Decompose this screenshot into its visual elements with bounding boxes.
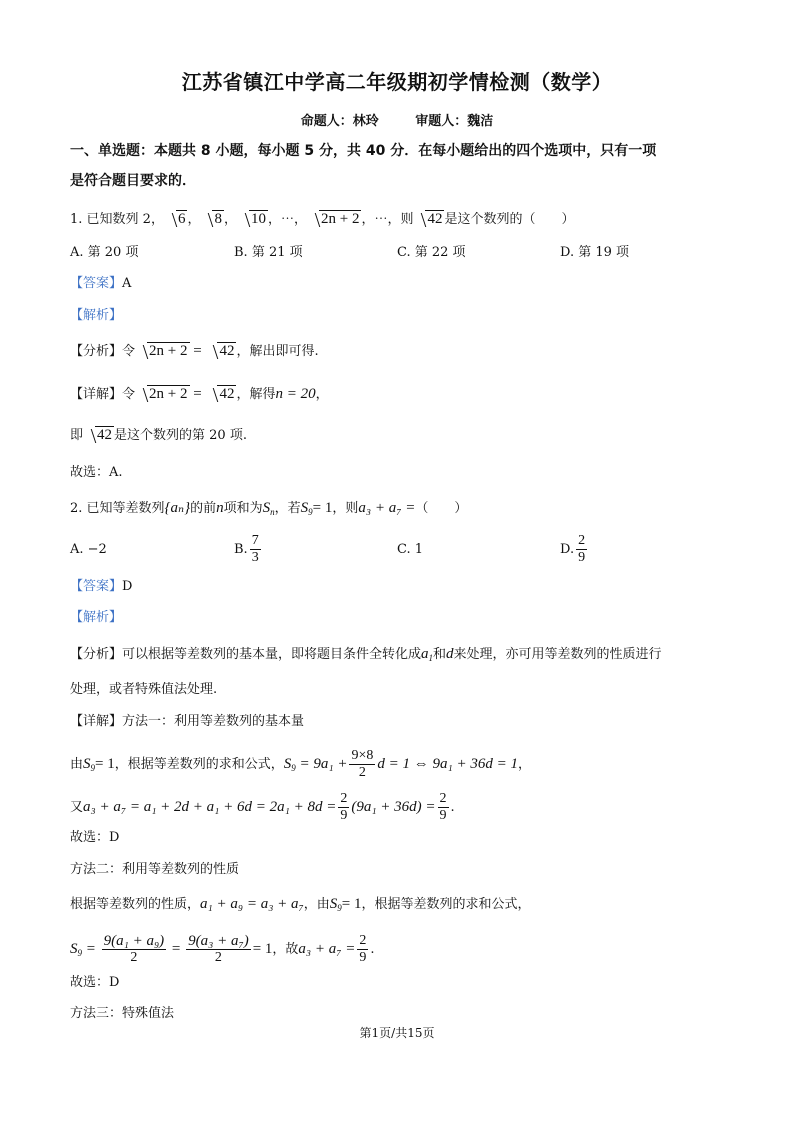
q2-eq1: 由$S_9= 1$，根据等差数列的求和公式，$S_9 = 9a_1$ + $\frac{9\times 8}{2}$ d = 1 ⇔ 9a₁ + 36d = 1， bbox=[70, 748, 531, 780]
q1-sep2: ， bbox=[223, 212, 237, 227]
q2-fenxi-line1: 【分析】可以根据等差数列的基本量，即将题目条件全转化成$a_1$和d来处理，亦可用等差数列的性质进行 bbox=[70, 646, 662, 663]
q1-suffix: 是这个数列的（ ） bbox=[444, 212, 575, 227]
q1-ellipsis2: ，⋯，则 bbox=[361, 212, 414, 227]
fraction: $\frac{\text{9(a₃ + a₇)}}{2}$ bbox=[188, 933, 249, 965]
s-9: $S_9$ bbox=[300, 500, 313, 517]
page-footer: 第1页/共15页 bbox=[359, 1026, 435, 1040]
s-9: $S_9$ = bbox=[70, 941, 100, 958]
q1-fenxi: 【分析】令 2n + 2 = 42 ，解出即可得. bbox=[70, 343, 319, 359]
authors-line bbox=[0, 110, 794, 129]
q2-m2-eq: $S_9$ = $\frac{\text{9(a₁ + a₉)}}{2}$ = $\frac{\text{9(a₃ + a₇)}}{2}$ = 1，故a₃ + a₇ = $\frac{2}{9}$ . bbox=[70, 933, 375, 965]
q2-choose1: 故选：D bbox=[70, 830, 120, 845]
q2-option-a: A. −2 bbox=[70, 542, 107, 557]
equals-sign: = bbox=[189, 343, 206, 359]
q1-option-d: D. 第 19 项 bbox=[560, 245, 630, 260]
q2-detail-method1: 【详解】方法一：利用等差数列的基本量 bbox=[70, 714, 305, 729]
q2-analysis-tag: 【解析】 bbox=[70, 610, 123, 625]
fraction: $\frac{\text{9(a₁ + a₉)}}{2}$ bbox=[103, 933, 165, 965]
q2-fenxi-line2: 处理，或者特殊值法处理. bbox=[70, 682, 218, 697]
fraction: $\frac{9\times 8}{2}$ bbox=[351, 748, 374, 780]
section-heading-line1: 一、单选题：本题共 8 小题，每小题 5 分，共 40 分．在每小题给出的四个选项中，只有一项 bbox=[70, 143, 657, 159]
q1-analysis-tag: 【解析】 bbox=[70, 308, 123, 323]
s-9: $S_9$ bbox=[283, 756, 296, 773]
q1-conclusion: 即 42 是这个数列的第 20 项. bbox=[70, 427, 247, 443]
q2-eq2: 又a₃ + a₇ = a₁ + 2d + a₁ + 6d = 2a₁ + 8d = $\frac{2}{9}$ (9a₁ + 36d) = $\frac{2}{9}$ . bbox=[70, 791, 455, 823]
fraction: $\frac{2}{9}$ bbox=[578, 533, 586, 565]
s-9: $S_9$ bbox=[329, 896, 342, 913]
q1-ellipsis: ，⋯， bbox=[267, 212, 307, 227]
q2-method3: 方法三：特殊值法 bbox=[70, 1006, 175, 1021]
q1-option-c: C. 第 22 项 bbox=[397, 245, 466, 260]
sqrt-2n2: 2n + 2 bbox=[309, 210, 361, 229]
q2-answer: 【答案】D bbox=[70, 579, 133, 594]
section-heading-line2: 是符合题目要求的． bbox=[70, 173, 196, 189]
equals-sign: = bbox=[168, 941, 185, 957]
sqrt-42: 42 bbox=[207, 342, 236, 361]
equals-sign: = bbox=[189, 386, 206, 402]
q1-answer: 【答案】A bbox=[70, 276, 132, 291]
fraction: $\frac{7}{3}$ bbox=[251, 533, 259, 565]
sqrt-6: 6 bbox=[166, 210, 188, 229]
sqrt-42: 42 bbox=[207, 385, 236, 404]
q1-choose: 故选：A. bbox=[70, 465, 123, 480]
q2-option-c: C. 1 bbox=[397, 542, 424, 557]
s-9: $S_9$ bbox=[83, 756, 96, 773]
page-title: 江苏省镇江中学高二年级期初学情检测（数学） bbox=[181, 70, 613, 94]
q1-prefix: 1. 已知数列 2， bbox=[70, 212, 164, 227]
fraction: $\frac{2}{9}$ bbox=[359, 933, 367, 965]
q2-method2: 方法二：利用等差数列的性质 bbox=[70, 862, 240, 877]
sqrt-10: 10 bbox=[239, 210, 268, 229]
sqrt-2n2: 2n + 2 bbox=[137, 385, 189, 404]
q2-option-d: D. $\frac{2}{9}$ bbox=[560, 533, 586, 565]
fraction: $\frac{2}{9}$ bbox=[340, 791, 348, 823]
q1-sep1: ， bbox=[187, 212, 201, 227]
sqrt-2n2: 2n + 2 bbox=[137, 342, 189, 361]
q2-m2-line: 根据等差数列的性质，a₁ + a₉ = a₃ + a₇，由$S_9= 1$，根据等差数列的求和公式， bbox=[70, 896, 531, 913]
q2-stem: 2. 已知等差数列{aₙ}的前n项和为$S_n$，若$S_9= 1$，则a₃ + a₇ =（ ） bbox=[70, 500, 468, 517]
a-1: $a_1$ bbox=[421, 646, 434, 663]
q1-detail: 【详解】令 2n + 2 = 42 ，解得n = 20， bbox=[70, 386, 329, 402]
q1-option-a: A. 第 20 项 bbox=[70, 245, 139, 260]
sqrt-8: 8 bbox=[202, 210, 224, 229]
q2-option-b: B. $\frac{7}{3}$ bbox=[234, 533, 259, 565]
reviewer: 审题人：魏洁 bbox=[415, 114, 494, 129]
sqrt-42: 42 bbox=[415, 210, 444, 229]
q1-stem bbox=[70, 210, 575, 229]
sqrt-42: 42 bbox=[85, 426, 114, 445]
setter: 命题人：林玲 bbox=[300, 114, 379, 129]
s-n: $S_n$ bbox=[262, 500, 275, 517]
q2-choose2: 故选：D bbox=[70, 975, 120, 990]
q1-option-b: B. 第 21 项 bbox=[234, 245, 303, 260]
fraction: $\frac{2}{9}$ bbox=[439, 791, 447, 823]
